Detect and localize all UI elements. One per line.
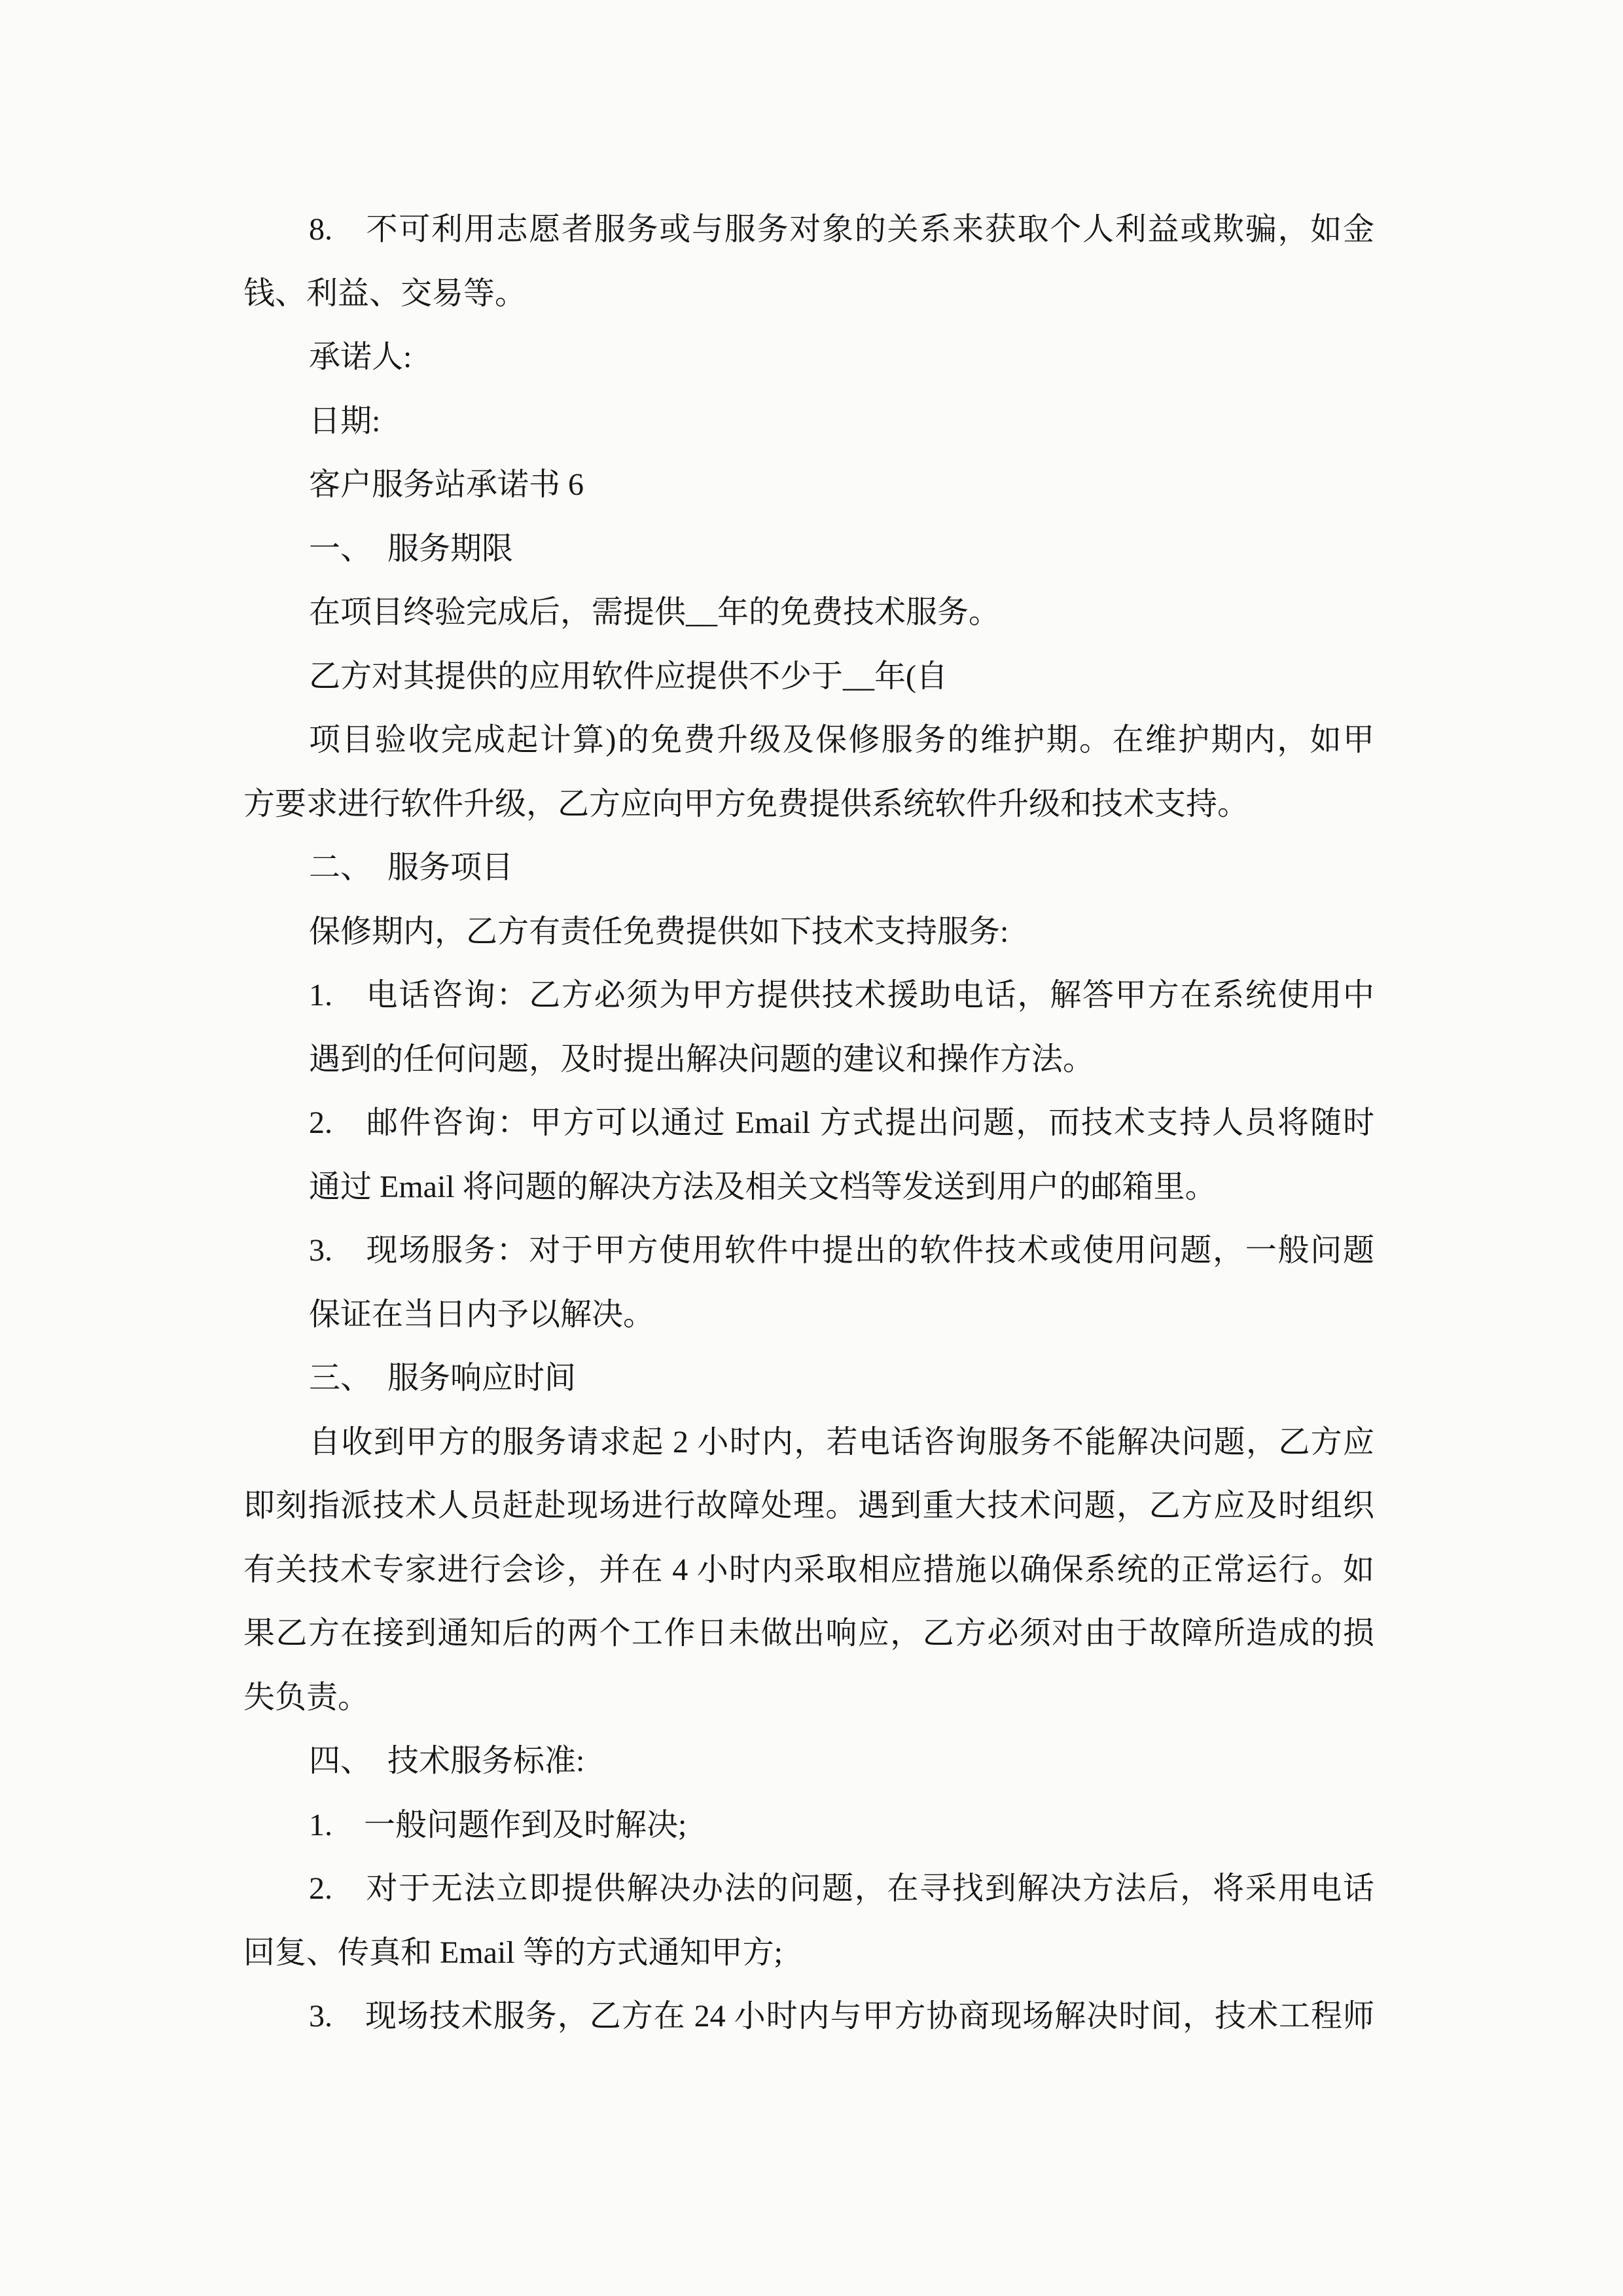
text-line: 自收到甲方的服务请求起 2 小时内，若电话咨询服务不能解决问题，乙方应 [309, 1424, 1374, 1460]
document-body [243, 198, 1374, 2049]
text-line: 遇到的任何问题，及时提出解决问题的建议和操作方法。 [309, 1041, 1095, 1077]
text-line: 保修期内，乙方有责任免费提供如下技术支持服务: [309, 914, 1009, 949]
text-line: 三、 服务响应时间 [309, 1361, 577, 1395]
text-line: 方要求进行软件升级，乙方应向甲方免费提供系统软件升级和技术支持。 [243, 786, 1249, 821]
text-line: 回复、传真和 Email 等的方式通知甲方; [243, 1935, 783, 1970]
text-line: 项目验收完成起计算)的免费升级及保修服务的维护期。在维护期内，如甲 [309, 723, 1374, 757]
text-line: 保证在当日内予以解决。 [309, 1297, 655, 1332]
text-line: 2. 对于无法立即提供解决办法的问题，在寻找到解决方法后，将采用电话 [309, 1871, 1374, 1906]
text-line: 8. 不可利用志愿者服务或与服务对象的关系来获取个人利益或欺骗，如金 [309, 212, 1374, 247]
text-line: 果乙方在接到通知后的两个工作日未做出响应，乙方必须对由于故障所造成的损 [243, 1616, 1374, 1651]
text-line: 在项目终验完成后，需提供__年的免费技术服务。 [309, 595, 1001, 630]
text-line: 1. 一般问题作到及时解决; [309, 1807, 687, 1842]
text-line: 3. 现场服务：对于甲方使用软件中提出的软件技术或使用问题，一般问题 [309, 1233, 1374, 1268]
text-line: 日期: [309, 403, 381, 439]
text-line: 2. 邮件咨询：甲方可以通过 Email 方式提出问题，而技术支持人员将随时 [309, 1105, 1374, 1140]
text-line: 二、 服务项目 [309, 850, 514, 885]
text-line: 四、 技术服务标准: [309, 1744, 585, 1778]
text-line: 乙方对其提供的应用软件应提供不少于__年(自 [309, 658, 948, 694]
text-line: 失负责。 [243, 1679, 370, 1715]
text-line: 一、 服务期限 [309, 531, 514, 566]
text-line: 客户服务站承诺书 6 [309, 467, 584, 502]
text-line: 1. 电话咨询：乙方必须为甲方提供技术援助电话，解答甲方在系统使用中 [309, 978, 1374, 1013]
text-line: 承诺人: [309, 340, 412, 374]
text-line: 钱、利益、交易等。 [243, 276, 527, 311]
text-line: 即刻指派技术人员赶赴现场进行故障处理。遇到重大技术问题，乙方应及时组织 [243, 1488, 1374, 1523]
text-line: 通过 Email 将问题的解决方法及相关文档等发送到用户的邮箱里。 [309, 1169, 1217, 1204]
text-line: 3. 现场技术服务，乙方在 24 小时内与甲方协商现场解决时间，技术工程师 [309, 1999, 1374, 2034]
text-line: 有关技术专家进行会诊，并在 4 小时内采取相应措施以确保系统的正常运行。如 [243, 1552, 1374, 1587]
